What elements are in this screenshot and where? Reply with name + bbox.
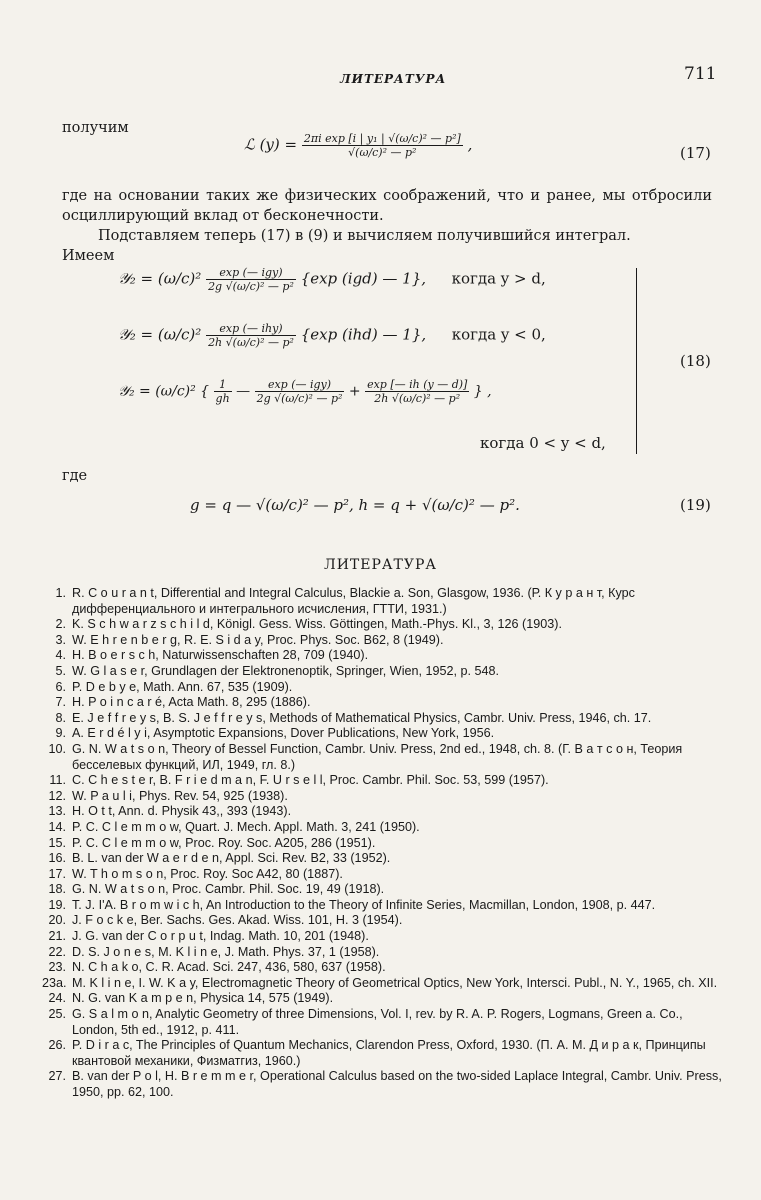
reference-item: [42, 898, 722, 914]
reference-item: [42, 820, 722, 836]
paragraph-2-line1: Подставляем теперь (17) в (9) и вычисляем получившийся интеграл.: [98, 228, 631, 244]
eq18-row3-term1: [214, 378, 232, 405]
eq18-row2-rhs: {exp (ihd) — 1},: [300, 325, 427, 344]
equation-17: [244, 132, 472, 159]
eq18-row3-t2-den: 2g √(ω/c)² — p²: [256, 392, 343, 405]
reference-text: G. N. W a t s o n, Proc. Cambr. Phil. Soc. 19, 49 (1918).: [72, 882, 385, 897]
eq18-row3-close: } ,: [473, 383, 492, 400]
eq18-row3-condition: когда 0 < y < d,: [480, 434, 606, 452]
reference-number: 22.: [48, 944, 66, 959]
reference-item: [42, 851, 722, 867]
reference-text: N. G. van K a m p e n, Physica 14, 575 (1949).: [72, 991, 334, 1006]
reference-number: 9.: [55, 726, 66, 741]
reference-text: G. N. W a t s o n, Theory of Bessel Function, Cambr. Univ. Press, 2nd ed., 1948, ch. 8. (Г. В а т с о н, Теория бесселевых функций, ИЛ, 1949, гл. 8.): [72, 741, 683, 772]
reference-item: [42, 726, 722, 742]
reference-number: 16.: [48, 851, 66, 866]
reference-number: 8.: [55, 710, 66, 725]
reference-number: 25.: [48, 1007, 66, 1022]
reference-number: 23.: [48, 960, 66, 975]
reference-text: W. P a u l i, Phys. Rev. 54, 925 (1938).: [72, 788, 288, 803]
reference-text: P. C. C l e m m o w, Quart. J. Mech. Appl. Math. 3, 241 (1950).: [72, 819, 420, 834]
reference-number: 12.: [48, 788, 66, 803]
eq18-row2-condition: когда y < 0,: [451, 325, 546, 344]
eq18-row2-lhs: 𝒴₂ = (ω/c)²: [118, 325, 202, 344]
eq18-row1-rhs: {exp (igd) — 1},: [300, 269, 427, 288]
reference-text: R. C o u r a n t, Differential and Integral Calculus, Blackie a. Son, Glasgow, 1936. (Р. К у р а н т, Курс дифференциального и интегрального исчисления, ГТТИ, 1931.): [72, 586, 635, 616]
reference-number: 14.: [48, 819, 66, 834]
reference-item: [42, 929, 722, 945]
references-list: [42, 586, 722, 1101]
reference-item: [42, 1007, 722, 1038]
reference-text: J. F o c k e, Ber. Sachs. Ges. Akad. Wiss. 101, H. 3 (1954).: [72, 913, 403, 928]
reference-text: H. B o e r s c h, Naturwissenschaften 28, 709 (1940).: [72, 648, 369, 663]
reference-text: M. K l i n e, I. W. K a y, Electromagnetic Theory of Geometrical Optics, New York, Intersci. Publ., N. Y., 1965, ch. XII.: [72, 975, 718, 990]
reference-item: [42, 680, 722, 696]
eq18-row1-den: 2g √(ω/c)² — p²: [208, 280, 294, 293]
eq18-row1: [118, 266, 546, 293]
reference-text: T. J. I'A. B r o m w i c h, An Introduction to the Theory of Infinite Series, Macmillan, London, 1908, p. 447.: [72, 897, 656, 912]
reference-number: 26.: [48, 1038, 66, 1053]
reference-item: [42, 633, 722, 649]
eq18-row3-t2-num: exp (— igy): [267, 378, 332, 391]
reference-number: 19.: [48, 897, 66, 912]
reference-item: [42, 789, 722, 805]
eq18-row3-term3: [365, 378, 469, 405]
eq17-denominator: √(ω/c)² — p²: [302, 145, 463, 159]
reference-item: [42, 617, 722, 633]
reference-number: 11.: [49, 773, 66, 788]
reference-text: A. E r d é l y i, Asymptotic Expansions, Dover Publications, New York, 1956.: [72, 726, 495, 741]
reference-text: B. L. van der W a e r d e n, Appl. Sci. Rev. B2, 33 (1952).: [72, 851, 391, 866]
reference-item: [42, 867, 722, 883]
page-number: 711: [684, 64, 717, 84]
eq18-row1-lhs: 𝒴₂ = (ω/c)²: [118, 269, 202, 288]
references-title: ЛИТЕРАТУРА: [324, 557, 437, 573]
eq18-row3-lhs: 𝒴₂ = (ω/c)² {: [118, 383, 210, 400]
equation-19: g = q — √(ω/c)² — p², h = q + √(ω/c)² — p².: [190, 496, 520, 514]
reference-item: [42, 586, 722, 617]
reference-item: [42, 913, 722, 929]
reference-item: [42, 1038, 722, 1069]
reference-text: C. C h e s t e r, B. F r i e d m a n, F. U r s e l l, Proc. Cambr. Phil. Soc. 53, 599 (1957).: [72, 773, 549, 788]
reference-text: W. G l a s e r, Grundlagen der Elektronenoptik, Springer, Wien, 1952, p. 548.: [72, 663, 500, 678]
reference-number: 10.: [48, 741, 66, 756]
reference-item: [42, 945, 722, 961]
eq18-row3-t1-num: 1: [219, 378, 227, 391]
reference-item: [42, 742, 722, 773]
eq18-row2-den: 2h √(ω/c)² — p²: [208, 336, 294, 349]
reference-text: P. C. C l e m m o w, Proc. Roy. Soc. A205, 286 (1951).: [72, 835, 376, 850]
eq18-row2: [118, 322, 546, 349]
eq18-row3-t1-den: gh: [215, 392, 230, 405]
reference-number: 17.: [48, 866, 66, 881]
reference-item: [42, 836, 722, 852]
reference-text: P. D i r a c, The Principles of Quantum Mechanics, Clarendon Press, Oxford, 1930. (П. А. М. Д и р а к, Принципы квантовой механики, Физматгиз, 1960.): [72, 1038, 706, 1068]
reference-number: 21.: [48, 929, 66, 944]
paragraph-1: где на основании таких же физических соображений, что и ранее, мы отбросили осциллирующий вклад от бесконечности.: [62, 188, 712, 224]
eq17-numerator: 2πi exp [i | y₁ | √(ω/c)² — p²]: [303, 132, 461, 145]
eq17-fraction: [302, 132, 463, 159]
reference-text: G. S a l m o n, Analytic Geometry of three Dimensions, Vol. I, rev. by R. A. P. Rogers, Logmans, Green a. Co., London, 5th ed., 1912, p. 411.: [72, 1007, 683, 1037]
eq17-lhs: ℒ (y) =: [244, 135, 298, 154]
reference-item: [42, 711, 722, 727]
reference-number: 2.: [55, 617, 66, 632]
paragraph-2-line2: Имеем: [62, 248, 115, 264]
where-word: где: [62, 468, 88, 484]
eq17-tail: ,: [467, 135, 473, 154]
reference-text: D. S. J o n e s, M. K l i n e, J. Math. Phys. 37, 1 (1958).: [72, 944, 380, 959]
reference-item: [42, 648, 722, 664]
reference-item: [42, 991, 722, 1007]
reference-number: 18.: [48, 882, 66, 897]
intro-word: получим: [62, 120, 129, 136]
reference-number: 27.: [48, 1069, 66, 1084]
reference-number: 1.: [55, 586, 66, 600]
eq17-number: (17): [680, 144, 711, 162]
reference-item: [42, 882, 722, 898]
reference-item: [42, 773, 722, 789]
eq18-row3-term2: [255, 378, 345, 405]
eq18-row2-fraction: [206, 322, 296, 349]
reference-text: N. C h a k o, C. R. Acad. Sci. 247, 436, 580, 637 (1958).: [72, 960, 386, 975]
reference-item: [42, 976, 722, 992]
running-title: ЛИТЕРАТУРА: [340, 72, 447, 86]
reference-number: 23a.: [42, 975, 67, 990]
reference-text: J. G. van der C o r p u t, Indag. Math. 10, 201 (1948).: [72, 929, 369, 944]
reference-number: 20.: [48, 913, 66, 928]
eq18-row2-num: exp (— ihy): [219, 322, 283, 335]
reference-text: P. D e b y e, Math. Ann. 67, 535 (1909).: [72, 679, 293, 694]
reference-text: B. van der P o l, H. B r e m m e r, Operational Calculus based on the two-sided Laplace Integral, Cambr. Univ. Press, 1950, pp. 62, 100.: [72, 1069, 722, 1099]
reference-item: [42, 664, 722, 680]
reference-text: H. P o i n c a r é, Acta Math. 8, 295 (1886).: [72, 695, 311, 710]
eq18-row3: 𝒴₂ = (ω/c)² { $\frac{1}{gh}$ — $\frac{\text{exp (— igy)}}{\text{2g √(ω/c)² — p²}}$ + $\frac{\exp [— ih (y — d)]}{\text{2h √(ω/c)² — p²}}$ } ,: [118, 378, 492, 405]
reference-number: 3.: [55, 632, 66, 647]
reference-number: 4.: [55, 648, 66, 663]
eq18-row3-t3-num: exp [— ih (y — d)]: [367, 378, 468, 391]
reference-number: 15.: [48, 835, 66, 850]
reference-text: W. E h r e n b e r g, R. E. S i d a y, Proc. Phys. Soc. B62, 8 (1949).: [72, 632, 444, 647]
reference-item: [42, 804, 722, 820]
eq18-right-brace: [636, 268, 637, 454]
eq18-row1-fraction: [206, 266, 296, 293]
reference-item: [42, 1069, 722, 1100]
reference-text: H. O t t, Ann. d. Physik 43,, 393 (1943).: [72, 804, 292, 819]
reference-number: 7.: [55, 695, 66, 710]
eq18-row1-num: exp (— igy): [219, 266, 283, 279]
reference-text: W. T h o m s o n, Proc. Roy. Soc A42, 80 (1887).: [72, 866, 343, 881]
reference-text: E. J e f f r e y s, B. S. J e f f r e y s, Methods of Mathematical Physics, Cambr. Univ. Press, 1946, ch. 17.: [72, 710, 652, 725]
reference-number: 5.: [55, 663, 66, 678]
eq18-row1-condition: когда y > d,: [451, 269, 546, 288]
reference-number: 13.: [48, 804, 66, 819]
reference-text: K. S c h w a r z s c h i l d, Königl. Gess. Wiss. Göttingen, Math.-Phys. Kl., 3, 126 (1903).: [72, 617, 562, 632]
eq18-row3-t3-den: 2h √(ω/c)² — p²: [365, 391, 469, 405]
reference-item: [42, 960, 722, 976]
eq18-number: (18): [680, 352, 711, 370]
reference-number: 6.: [55, 679, 66, 694]
reference-number: 24.: [48, 991, 66, 1006]
eq19-number: (19): [680, 496, 711, 514]
reference-item: [42, 695, 722, 711]
